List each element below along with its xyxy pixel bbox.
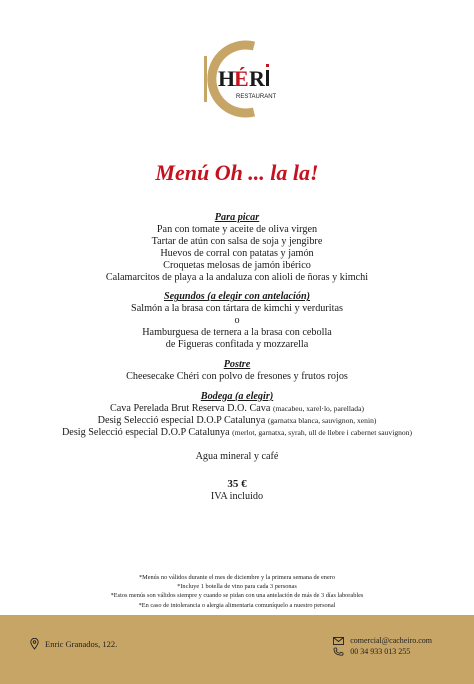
menu-title: Menú Oh ... la la! <box>155 160 319 185</box>
footnotes <box>0 573 474 610</box>
menu-item: de Figueras confitada y mozzarella <box>165 339 309 351</box>
footer-bar <box>0 615 474 684</box>
wine-name: Cava Perelada Brut Reserva D.O. Cava <box>109 402 271 414</box>
wine-name: Desig Selecció especial D.O.P Catalunya <box>61 426 230 438</box>
footnote: *Estos menús son válidos siempre y cuando se pidan con una antelación de más de 3 días laborables <box>110 592 364 600</box>
cheri-logo <box>192 32 284 124</box>
logo-subtitle: RESTAURANT <box>236 94 277 100</box>
menu-price: 35 € <box>227 478 247 491</box>
section-title-picar: Para picar <box>214 212 260 223</box>
location-pin-icon <box>30 638 39 650</box>
wine-item <box>0 415 474 427</box>
menu-body <box>0 212 474 503</box>
iva-note: IVA incluido <box>210 491 264 503</box>
wine-grapes: (merlot, garnatxa, syrah, ull de llebre i cabernet sauvignon) <box>232 427 413 437</box>
svg-text:H: H <box>218 66 236 91</box>
menu-item: Cheesecake Chéri con polvo de fresones y frutos rojos <box>126 370 348 382</box>
svg-text:É: É <box>234 66 249 91</box>
section-title-postre: Postre <box>223 358 251 370</box>
contact-info <box>333 636 432 658</box>
address <box>30 638 117 650</box>
menu-item: Calamarcitos de playa a la andaluza con alioli de ñoras y kimchi <box>105 271 369 283</box>
menu-item: Croquetas melosas de jamón ibérico <box>163 259 311 271</box>
menu-item: o <box>234 315 240 327</box>
wine-item <box>0 427 474 439</box>
footnote: *En caso de intolerancia o alergia alimentaria comuníquelo a nuestro personal <box>138 601 336 609</box>
menu-item: Salmón a la brasa con tártara de kimchi y verduritas <box>131 303 343 315</box>
email-link[interactable]: comercial@cacheiro.com <box>350 636 432 645</box>
wine-name: Desig Selecció especial D.O.P Catalunya <box>97 414 266 426</box>
menu-item: Pan con tomate y aceite de oliva virgen <box>156 223 318 235</box>
wine-item <box>0 403 474 415</box>
wine-grapes: (garnatxa blanca, sauvignon, xenin) <box>267 415 377 425</box>
footnote: *Incluye 1 botella de vino para cada 3 personas <box>177 583 297 591</box>
menu-item: Tartar de atún con salsa de soja y jengibre <box>151 235 323 247</box>
menu-item: Hamburguesa de ternera a la brasa con cebolla <box>142 327 332 339</box>
water-coffee: Agua mineral y café <box>195 451 279 463</box>
mail-icon <box>333 637 344 645</box>
address-text: Enric Granados, 122. <box>45 639 118 649</box>
section-title-segundos: Segundos (a elegir con antelación) <box>163 291 311 303</box>
phone-icon <box>333 647 344 656</box>
section-title-bodega: Bodega (a elegir) <box>200 390 274 402</box>
wine-grapes: (macabeu, xarel·lo, parellada) <box>272 403 365 413</box>
svg-text:R: R <box>249 66 265 91</box>
footnote: *Menús no válidos durante el mes de diciembre y la primera semana de enero <box>138 574 335 581</box>
menu-item: Huevos de corral con patatas y jamón <box>160 247 314 259</box>
phone-number[interactable]: 00 34 933 013 255 <box>350 647 411 656</box>
